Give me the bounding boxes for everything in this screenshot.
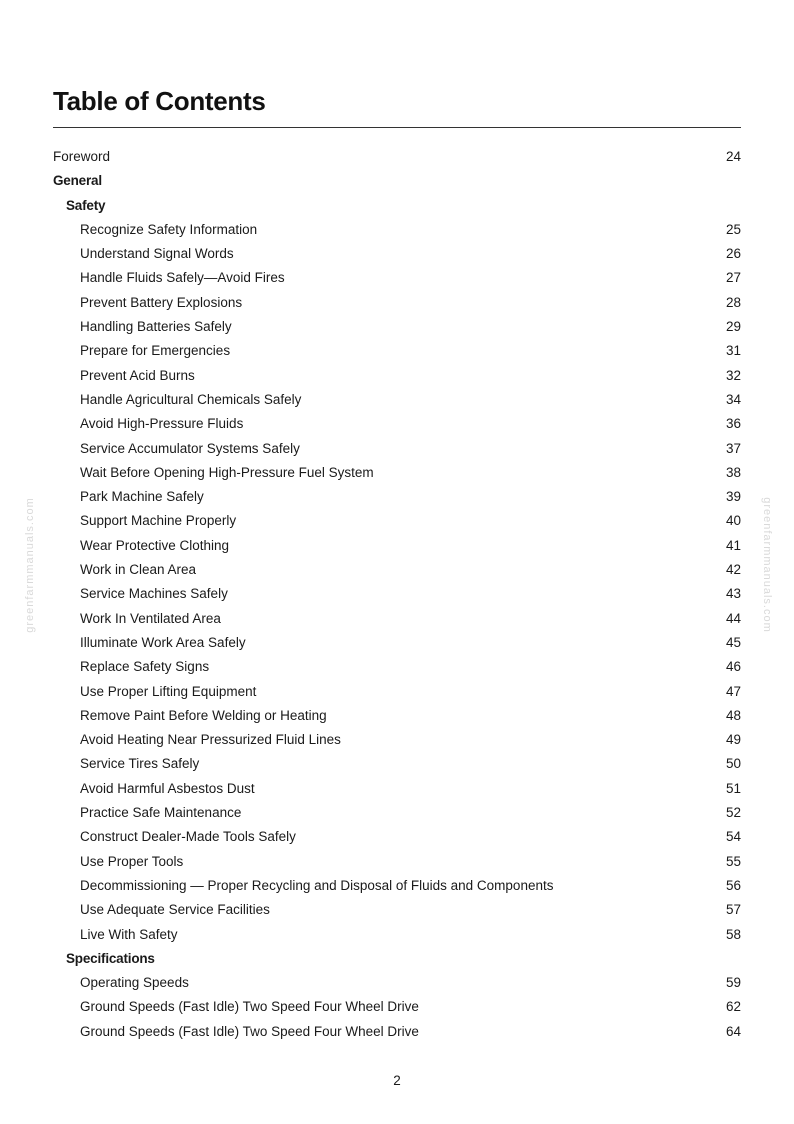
toc-entry-page: 51	[725, 780, 741, 796]
toc-entry[interactable]	[53, 558, 741, 582]
toc-entry[interactable]	[53, 898, 741, 922]
toc-heading-label: General	[53, 173, 102, 189]
toc-entry[interactable]	[53, 655, 741, 679]
toc-entry-page: 55	[725, 853, 741, 869]
specifications-entries	[53, 971, 741, 1044]
toc-entry[interactable]	[53, 509, 741, 533]
toc-entry-label: Illuminate Work Area Safely	[80, 634, 246, 650]
toc-entry-page: 52	[725, 805, 741, 821]
toc-heading-label: Specifications	[66, 950, 155, 966]
toc-entry-label: Ground Speeds (Fast Idle) Two Speed Four Wheel Drive	[80, 1023, 419, 1039]
toc-entry-label: Prevent Battery Explosions	[80, 294, 243, 310]
toc-entry[interactable]	[53, 582, 741, 606]
toc-entry-label: Ground Speeds (Fast Idle) Two Speed Four Wheel Drive	[80, 999, 419, 1015]
toc-entry-label: Replace Safety Signs	[80, 659, 210, 675]
toc-entry-page: 36	[725, 416, 741, 432]
toc-entry-page: 47	[725, 683, 741, 699]
toc-heading-label: Safety	[66, 197, 106, 213]
table-of-contents	[53, 145, 741, 1044]
toc-entry[interactable]	[53, 850, 741, 874]
toc-entry[interactable]	[53, 607, 741, 631]
toc-entry-label: Operating Speeds	[80, 975, 189, 991]
toc-entry[interactable]	[53, 752, 741, 776]
toc-entry-foreword[interactable]	[53, 145, 741, 169]
toc-entry-label: Park Machine Safely	[80, 489, 204, 505]
toc-entry[interactable]	[53, 777, 741, 801]
toc-entry-page: 56	[725, 877, 741, 893]
toc-entry[interactable]	[53, 412, 741, 436]
page-number: 2	[393, 1073, 401, 1088]
toc-entry[interactable]	[53, 218, 741, 242]
toc-entry[interactable]	[53, 461, 741, 485]
toc-entry[interactable]	[53, 995, 741, 1019]
toc-entry-label: Work In Ventilated Area	[80, 610, 221, 626]
toc-entry-page: 38	[725, 464, 741, 480]
toc-entry[interactable]	[53, 437, 741, 461]
toc-entry[interactable]	[53, 801, 741, 825]
toc-entry-label: Foreword	[53, 149, 111, 164]
toc-entry-page: 46	[725, 659, 741, 675]
toc-entry-page: 49	[725, 732, 741, 748]
toc-entry-page: 37	[725, 440, 741, 456]
toc-heading-specifications[interactable]	[53, 947, 741, 971]
toc-entry-label: Use Adequate Service Facilities	[80, 902, 270, 918]
toc-entry-label: Use Proper Tools	[80, 853, 184, 869]
toc-entry[interactable]	[53, 388, 741, 412]
toc-entry-label: Use Proper Lifting Equipment	[80, 683, 257, 699]
toc-entry[interactable]	[53, 315, 741, 339]
toc-entry-page: 45	[725, 634, 741, 650]
toc-entry-page: 39	[725, 489, 741, 505]
toc-entry[interactable]	[53, 339, 741, 363]
toc-entry-label: Understand Signal Words	[80, 246, 234, 262]
toc-heading-general[interactable]	[53, 169, 741, 193]
toc-entry[interactable]	[53, 923, 741, 947]
watermark-right: greenfarmmanuals.com	[761, 497, 773, 633]
toc-entry-label: Service Tires Safely	[80, 756, 200, 772]
toc-entry-page: 24	[725, 149, 741, 164]
toc-entry-page: 54	[725, 829, 741, 845]
toc-entry-label: Support Machine Properly	[80, 513, 237, 529]
toc-entry-page: 32	[725, 367, 741, 383]
toc-entry-label: Prevent Acid Burns	[80, 367, 195, 383]
toc-entry-label: Handle Agricultural Chemicals Safely	[80, 391, 302, 407]
toc-entry-page: 50	[725, 756, 741, 772]
toc-entry-label: Work in Clean Area	[80, 562, 197, 578]
toc-entry-page: 41	[725, 537, 741, 553]
toc-entry-page: 57	[725, 902, 741, 918]
toc-entry-page: 62	[725, 999, 741, 1015]
toc-entry-label: Handle Fluids Safely—Avoid Fires	[80, 270, 285, 286]
toc-entry-page: 58	[725, 926, 741, 942]
toc-entry[interactable]	[53, 291, 741, 315]
toc-entry[interactable]	[53, 728, 741, 752]
toc-entry-page: 28	[725, 294, 741, 310]
toc-entry[interactable]	[53, 825, 741, 849]
toc-entry-page: 44	[725, 610, 741, 626]
toc-entry-label: Wear Protective Clothing	[80, 537, 230, 553]
toc-entry[interactable]	[53, 1020, 741, 1044]
toc-entry-label: Live With Safety	[80, 926, 178, 942]
page-title: Table of Contents	[53, 86, 266, 116]
toc-entry-label: Avoid Harmful Asbestos Dust	[80, 780, 255, 796]
toc-entry[interactable]	[53, 874, 741, 898]
toc-entry-page: 29	[725, 319, 741, 335]
toc-entry-page: 42	[725, 562, 741, 578]
toc-entry-label: Wait Before Opening High-Pressure Fuel System	[80, 464, 374, 480]
toc-entry-label: Decommissioning — Proper Recycling and Disposal of Fluids and Components	[80, 877, 554, 893]
toc-entry[interactable]	[53, 485, 741, 509]
toc-entry-label: Avoid Heating Near Pressurized Fluid Lines	[80, 732, 341, 748]
watermark-left: greenfarmmanuals.com	[24, 497, 36, 633]
toc-entry[interactable]	[53, 631, 741, 655]
toc-entry-page: 59	[725, 975, 741, 991]
toc-entry-label: Practice Safe Maintenance	[80, 805, 242, 821]
toc-entry-page: 43	[725, 586, 741, 602]
toc-entry-label: Service Machines Safely	[80, 586, 228, 602]
toc-entry-label: Construct Dealer-Made Tools Safely	[80, 829, 296, 845]
toc-entry[interactable]	[53, 364, 741, 388]
title-divider	[53, 127, 741, 128]
toc-entry[interactable]	[53, 704, 741, 728]
toc-entry-page: 27	[725, 270, 741, 286]
toc-entry-page: 48	[725, 707, 741, 723]
toc-entry-page: 40	[725, 513, 741, 529]
toc-entry-page: 34	[725, 391, 741, 407]
toc-entry[interactable]	[53, 971, 741, 995]
toc-entry-label: Service Accumulator Systems Safely	[80, 440, 300, 456]
toc-entry-label: Handling Batteries Safely	[80, 319, 232, 335]
toc-entry[interactable]	[53, 242, 741, 266]
toc-entry-label: Prepare for Emergencies	[80, 343, 231, 359]
safety-entries	[53, 218, 741, 947]
toc-entry-label: Recognize Safety Information	[80, 221, 258, 237]
toc-entry[interactable]	[53, 266, 741, 290]
toc-entry-label: Avoid High-Pressure Fluids	[80, 416, 244, 432]
toc-entry-label: Remove Paint Before Welding or Heating	[80, 707, 327, 723]
toc-entry[interactable]	[53, 680, 741, 704]
toc-entry-page: 31	[725, 343, 741, 359]
toc-entry-page: 25	[725, 221, 741, 237]
toc-heading-safety[interactable]	[53, 194, 741, 218]
toc-entry[interactable]	[53, 534, 741, 558]
toc-entry-page: 64	[725, 1023, 741, 1039]
toc-entry-page: 26	[725, 246, 741, 262]
